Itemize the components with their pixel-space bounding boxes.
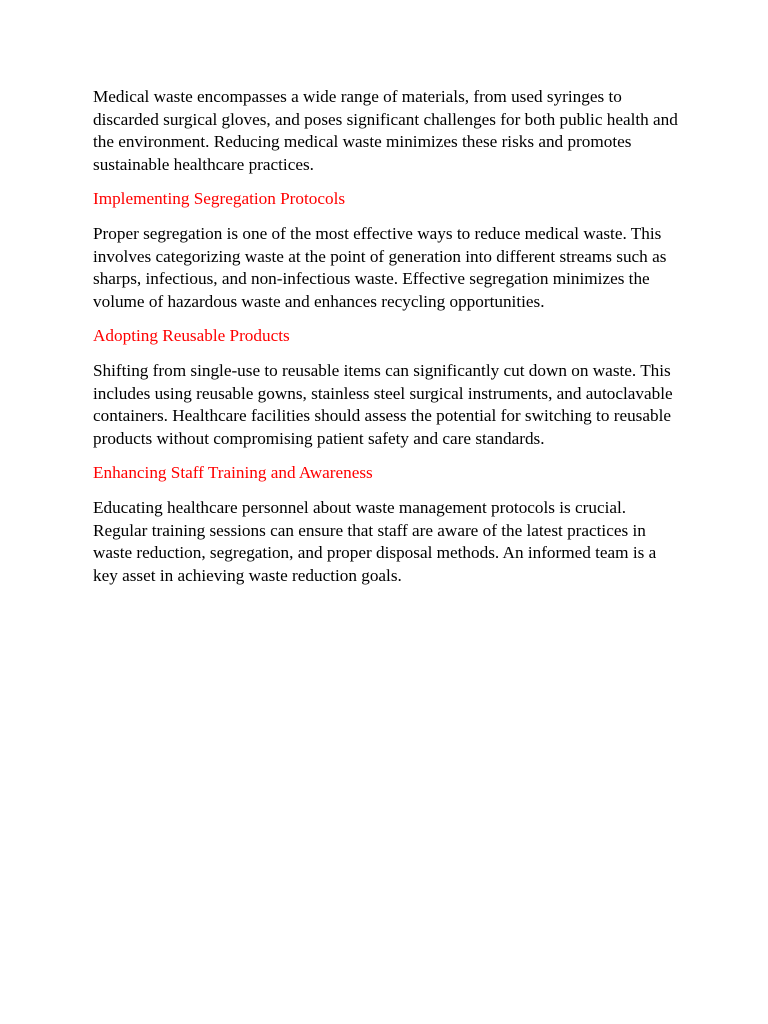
document-page [93,86,683,599]
section-body-reusable: Shifting from single-use to reusable items can significantly cut down on waste. This includes using reusable gowns, stainless steel surgical instruments, and autoclavable containers. Healthcare facilities should assess the potential for switching to reusable products without compromising patient safety and care standards. [93,360,673,448]
intro-paragraph: Medical waste encompasses a wide range of materials, from used syringes to discarded surgical gloves, and poses significant challenges for both public health and the environment. Reducing medical waste minimizes these risks and promotes sustainable healthcare practices. [93,87,678,174]
section-heading-reusable: Adopting Reusable Products [93,326,290,346]
section-body-segregation: Proper segregation is one of the most effective ways to reduce medical waste. This involves categorizing waste at the point of generation into different streams such as sharps, infectious, and non-infectious waste. Effective segregation minimizes the volume of hazardous waste and enhances recycling opportunities. [93,223,667,311]
section-heading-segregation: Implementing Segregation Protocols [93,189,346,209]
section-heading-training: Enhancing Staff Training and Awareness [93,463,373,483]
section-body-training: Educating healthcare personnel about waste management protocols is crucial. Regular training sessions can ensure that staff are aware of the latest practices in waste reduction, segregation, and proper disposal methods. An informed team is a key asset in achieving waste reduction goals. [93,497,657,585]
